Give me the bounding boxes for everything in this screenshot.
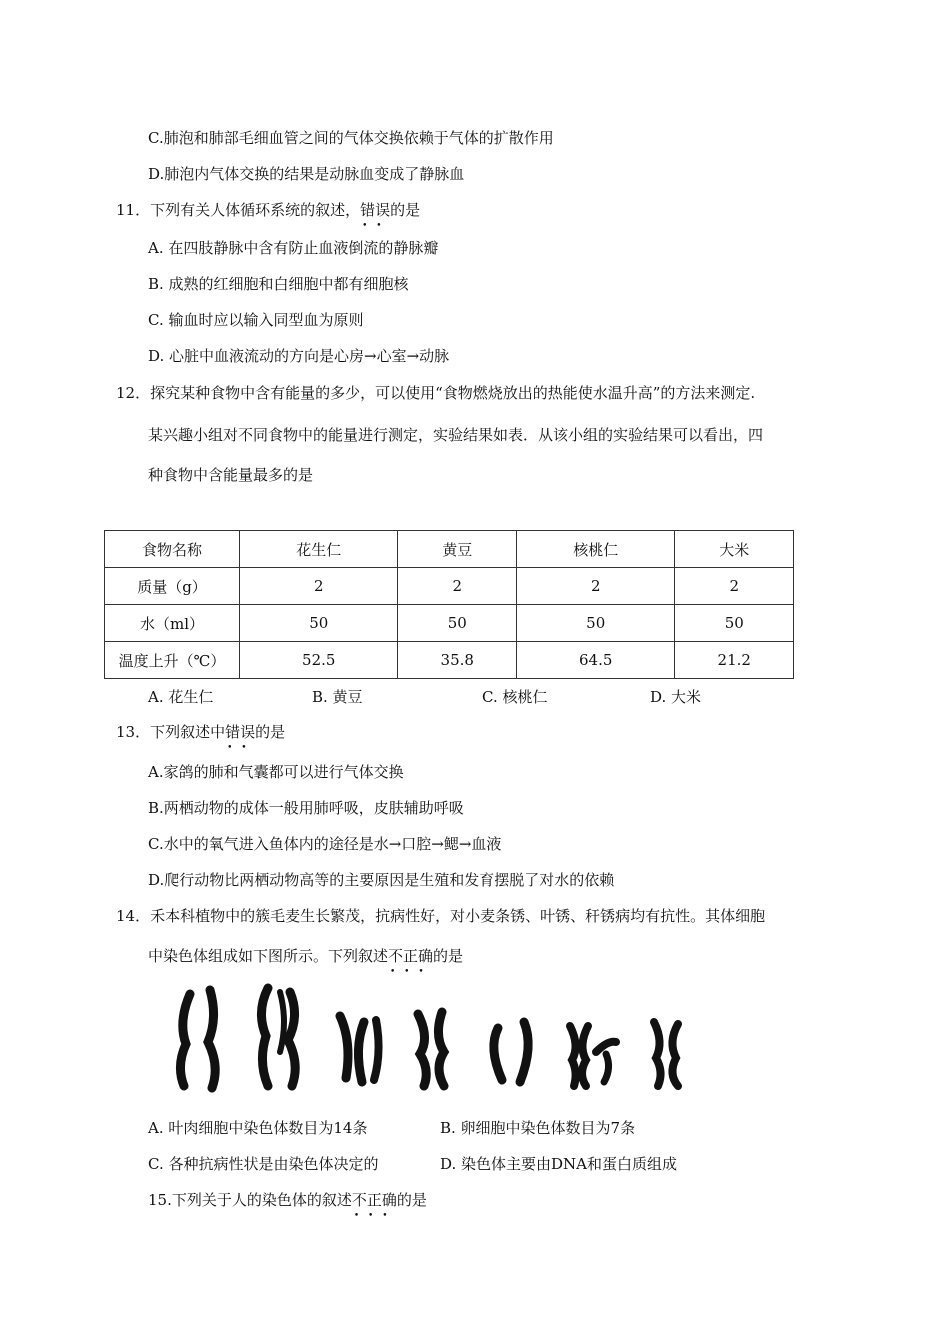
q14-stem-text: 中染色体组成如下图所示。下列叙述 <box>148 947 389 965</box>
table-cell: 50 <box>516 605 674 642</box>
q15-stem-emphasis: 不正确 • • • <box>352 1190 397 1210</box>
q14-option-a: A. 叶肉细胞中染色体数目为14条 <box>148 1119 368 1137</box>
q14-stem-emphasis: 不正确 • • • <box>388 946 433 966</box>
q14-stem-line1: 14．禾本科植物中的簇毛麦生长繁茂，抗病性好，对小麦条锈、叶锈、秆锈病均有抗性。其体细胞 <box>116 907 766 925</box>
q15-stem-tail: 的是 <box>396 1191 427 1209</box>
q10-option-d: D.肺泡内气体交换的结果是动脉血变成了静脉血 <box>148 165 465 183</box>
q11-stem-text: 11．下列有关人体循环系统的叙述， <box>116 201 361 219</box>
q12-option-b: B. 黄豆 <box>312 688 363 706</box>
q13-option-b: B.两栖动物的成体一般用肺呼吸，皮肤辅助呼吸 <box>148 799 464 817</box>
table-cell: 21.2 <box>675 642 794 679</box>
table-cell: 2 <box>398 568 517 605</box>
q11-stem-emphasis: 错误 • • <box>360 200 390 220</box>
q13-stem-tail: 的是 <box>255 723 286 741</box>
q12-option-d: D. 大米 <box>650 688 702 706</box>
q12-stem-line1: 12．探究某种食物中含有能量的多少，可以使用“食物燃烧放出的热能使水温升高”的方法来测定. <box>116 384 756 402</box>
food-energy-table <box>104 530 794 679</box>
table-cell: 温度上升（℃） <box>105 642 240 679</box>
table-row <box>105 642 794 679</box>
q12-stem-line2: 某兴趣小组对不同食物中的能量进行测定，实验结果如表．从该小组的实验结果可以看出，四 <box>148 426 764 444</box>
q13-stem <box>116 722 285 742</box>
q15-stem <box>148 1190 427 1210</box>
q14-stem-tail: 的是 <box>433 947 464 965</box>
q14-option-c: C. 各种抗病性状是由染色体决定的 <box>148 1155 379 1173</box>
table-header-cell: 黄豆 <box>398 531 517 568</box>
q10-option-c: C.肺泡和肺部毛细血管之间的气体交换依赖于气体的扩散作用 <box>148 129 554 147</box>
q14-option-b: B. 卵细胞中染色体数目为7条 <box>440 1119 636 1137</box>
table-cell: 64.5 <box>516 642 674 679</box>
q13-option-a: A.家鸽的肺和气囊都可以进行气体交换 <box>148 763 404 781</box>
table-row <box>105 605 794 642</box>
q11-option-d: D. 心脏中血液流动的方向是心房→心室→动脉 <box>148 347 450 365</box>
q11-option-b: B. 成熟的红细胞和白细胞中都有细胞核 <box>148 275 409 293</box>
table-cell: 2 <box>516 568 674 605</box>
table-cell: 2 <box>675 568 794 605</box>
table-header-cell: 核桃仁 <box>516 531 674 568</box>
q11-stem <box>116 200 420 220</box>
q14-option-d: D. 染色体主要由DNA和蛋白质组成 <box>440 1155 678 1173</box>
table-header-cell: 大米 <box>675 531 794 568</box>
q11-option-c: C. 输血时应以输入同型血为原则 <box>148 311 364 329</box>
table-cell: 52.5 <box>240 642 398 679</box>
q13-stem-text: 13．下列叙述中 <box>116 723 226 741</box>
q12-stem-line3: 种食物中含能量最多的是 <box>148 466 314 484</box>
q13-stem-emphasis: 错误 • • <box>225 722 255 742</box>
q11-stem-tail: 的是 <box>390 201 421 219</box>
table-cell: 50 <box>398 605 517 642</box>
table-row <box>105 568 794 605</box>
q15-stem-text: 15.下列关于人的染色体的叙述 <box>148 1191 352 1209</box>
table-cell: 质量（g） <box>105 568 240 605</box>
q14-stem-line2 <box>148 946 463 966</box>
q12-option-a: A. 花生仁 <box>148 688 214 706</box>
chromosome-karyotype-icon <box>168 982 708 1094</box>
table-header-row <box>105 531 794 568</box>
q13-option-d: D.爬行动物比两栖动物高等的主要原因是生殖和发育摆脱了对水的依赖 <box>148 871 615 889</box>
table-cell: 50 <box>240 605 398 642</box>
table-header-cell: 食物名称 <box>105 531 240 568</box>
table-header-cell: 花生仁 <box>240 531 398 568</box>
table-cell: 50 <box>675 605 794 642</box>
table-cell: 35.8 <box>398 642 517 679</box>
q13-option-c: C.水中的氧气进入鱼体内的途径是水→口腔→鳃→血液 <box>148 835 502 853</box>
table-cell: 水（ml） <box>105 605 240 642</box>
q12-option-c: C. 核桃仁 <box>482 688 548 706</box>
table-cell: 2 <box>240 568 398 605</box>
q11-option-a: A. 在四肢静脉中含有防止血液倒流的静脉瓣 <box>148 239 439 257</box>
